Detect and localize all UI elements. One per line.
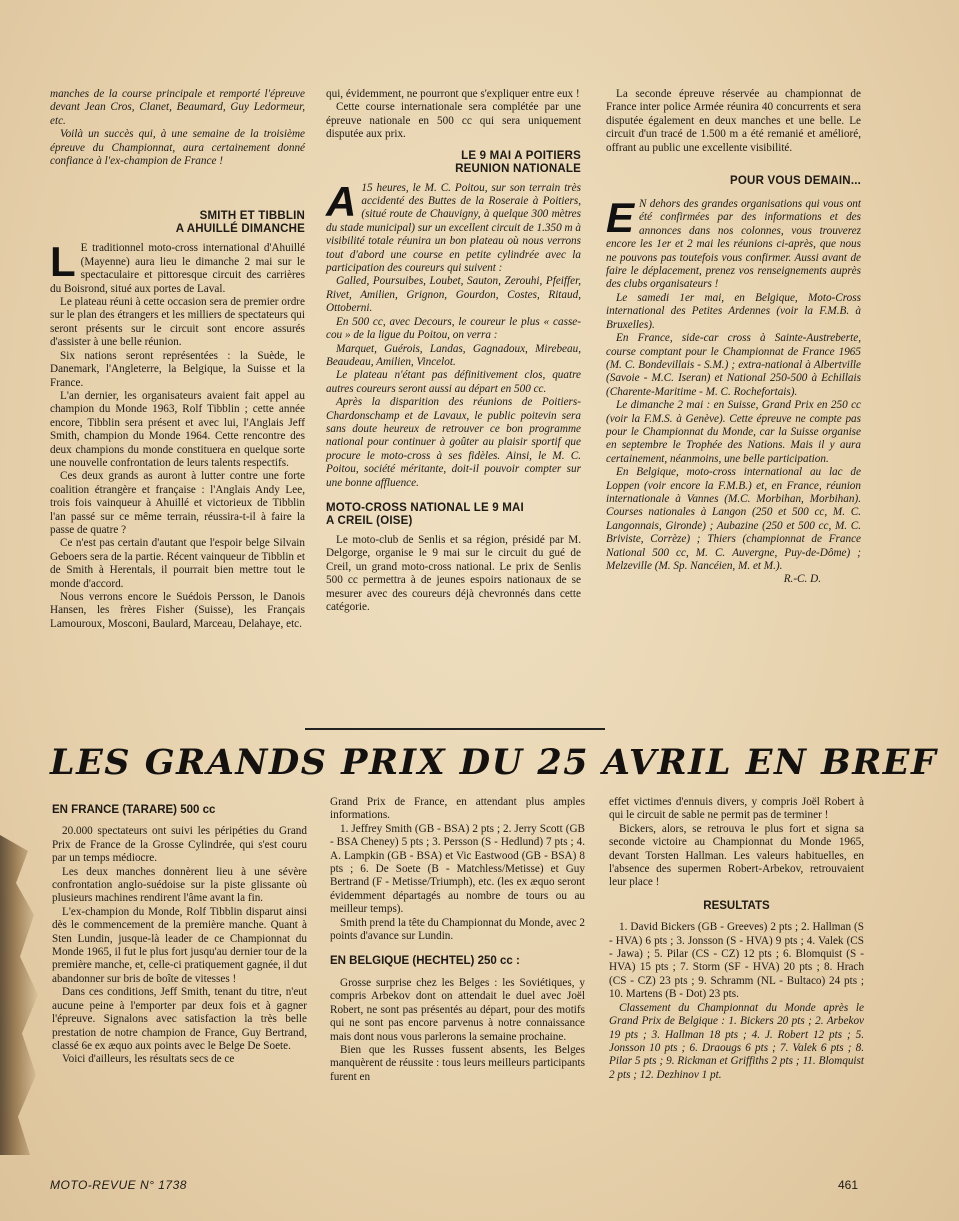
divider-rule	[305, 728, 605, 730]
paragraph: Le dimanche 2 mai : en Suisse, Grand Prix en 250 cc (voir la F.M.S. à Genève). Cette épreuve ne compte pas pour le Championnat du Monde, car la Suisse organise en septembre le Trophée des Nations. Mais il y aura certainement, néanmoins, une belle participation.	[606, 399, 861, 465]
drop-cap: E	[606, 194, 635, 242]
section-heading: POUR VOUS DEMAIN...	[730, 175, 861, 188]
paragraph: Galled, Poursuibes, Loubet, Sauton, Zerouhi, Pfeiffer, Rivet, Amilien, Grignon, Gourdon, Costes, Ritaud, Ottoberni.	[326, 275, 581, 315]
section-heading: SMITH ET TIBBLIN A AHUILLÉ DIMANCHE	[175, 210, 305, 236]
bottom-column-3	[609, 796, 864, 1082]
paragraph: En France, side-car cross à Sainte-Austreberte, course comptant pour le Championnat de France 1965 (M. C. Bondevillais - S.M.) ; extra-national à Albertville (Savoie - M.C. Iseran) et National 250-500 à Echillais (Charente-Maritime - M. C. Rochefortais).	[606, 332, 861, 398]
section-heading: LE 9 MAI A POITIERS REUNION NATIONALE	[455, 149, 581, 175]
paragraph: Nous verrons encore le Suédois Persson, le Danois Hansen, les frères Fisher (Suisse), les Français Lamouroux, Mosconi, Baulard, Marceau, Delahaye, etc.	[50, 591, 305, 630]
paragraph: effet victimes d'ennuis divers, y compris Joël Robert à qui le circuit de sable ne permit pas de terminer !	[609, 796, 864, 822]
page-number: 461	[838, 1178, 859, 1192]
paragraph: Ce n'est pas certain d'autant que l'espoir belge Silvain Geboers sera de la partie. Récent vainqueur de Tibblin et de Smith à Herentals, il pourrait bien mettre tout le monde d'accord.	[50, 537, 305, 590]
section-heading: EN BELGIQUE (HECHTEL) 250 cc :	[330, 955, 520, 968]
paragraph: 1. Jeffrey Smith (GB - BSA) 2 pts ; 2. Jerry Scott (GB - BSA Cheney) 5 pts ; 3. Persson (S - Hedlund) 7 pts ; 4. A. Lampkin (GB - BSA) et Vic Eastwood (GB - BSA) 8 pts ; 6. De Soete (B - Matchless/Metisse) et Guy Bertrand (F - Metisse/Triumph), etc. (les ex æquo seront évidemment départagés au nombre de tours ou au meilleur temps).	[330, 822, 585, 916]
top-column-1	[50, 88, 305, 631]
paragraph: E N dehors des grandes organisations qui vous ont été confirmées par des informations et des annonces dans nos colonnes, vous trouverez encore les 1er et 2 mai les réunions ci-après, que nous ne pouvons pas toutefois vous confirmer. Aussi avant de faire le déplacement, prenez vos renseignements auprès des clubs organisateurs !	[606, 194, 861, 291]
results-list: 1. David Bickers (GB - Greeves) 2 pts ; 2. Hallman (S - HVA) 6 pts ; 3. Jonsson (S - HVA) 9 pts ; 4. Valek (CS - Jawa) ; 5. Pilar (CS - CZ) 12 pts ; 6. Blomquist (S - HVA) 15 pts ; 7. Storm (SF - HVA) 20 pts ; 8. Hrach (CS - CZ) 23 pts ; 9. Schramm (NL - Bultaco) 24 pts ; 10. Martens (B - Dot) 23 pts.	[609, 921, 864, 1001]
paragraph: En Belgique, moto-cross international au lac de Loppen (voir encore la F.M.B.) et, en France, réunion internationale à Vannes (M.C. Morbihan, Morbihan). Courses nationales à Langon (250 et 500 cc, M. C. Langonnais, Gironde) ; Aubazine (250 et 500 cc, M. C. Briviste, Corrèze) ; Thiers (championnat de France National 500 cc, M. C. Auvergne, Puy-de-Dôme) ; Melzeville (M. Sp. Nancéien, M. et M.).	[606, 466, 861, 572]
top-column-2	[326, 88, 581, 614]
championship-standings: Classement du Championnat du Monde après le Grand Prix de Belgique : 1. Bickers 20 pts ; 2. Arbekov 19 pts ; 3. Hallman 18 pts ; 4. J. Robert 12 pts ; 5. Jonsson 10 pts ; 6. Draougs 6 pts ; 7. Valek 6 pts ; 8. Pilar 5 pts ; 9. Rickman et Griffiths 2 pts ; 11. Blomquist 2 pts ; 12. Dezhinov 1 pt.	[609, 1001, 864, 1081]
drop-cap: L	[50, 238, 76, 286]
paragraph: Smith prend la tête du Championnat du Monde, avec 2 points d'avance sur Lundin.	[330, 916, 585, 943]
bottom-column-1	[52, 800, 307, 1067]
paragraph: En 500 cc, avec Decours, le coureur le plus « casse-cou » de la ligue du Poitou, on verra :	[326, 315, 581, 342]
paragraph: Le moto-club de Senlis et sa région, présidé par M. Delgorge, organise le 9 mai sur le circuit du gué de Creil, un grand moto-cross national. Le prix de Senlis 500 cc permettra à de jeunes espoirs nationaux de se mesurer avec des coureurs déjà chevronnés dans cette catégorie.	[326, 533, 581, 613]
magazine-issue: MOTO-REVUE N° 1738	[50, 1178, 187, 1192]
paragraph: 20.000 spectateurs ont suivi les péripéties du Grand Prix de France de la Grosse Cylindrée, qui s'est couru par un temps médiocre.	[52, 825, 307, 865]
paragraph: L'ex-champion du Monde, Rolf Tibblin disparut ainsi dès le commencement de la première manche. Quant à Sten Lundin, jusque-là leader de ce Championnat du Monde 1965, il fut le plus fort jusqu'au dernier tour de la première manche, et, celle-ci pratiquement gagnée, il dut abandonner sur bris de boîte de vitesses !	[52, 905, 307, 985]
paragraph: Marquet, Guérois, Landas, Gagnadoux, Mirebeau, Beaudeau, Amilien, Vincelot.	[326, 342, 581, 368]
drop-cap: A	[326, 177, 357, 225]
paragraph: Bien que les Russes fussent absents, les Belges manquèrent de réussite : tous leurs meilleurs participants furent en	[330, 1043, 585, 1083]
paragraph: La seconde épreuve réservée au championnat de France inter police Armée réunira 40 concurrents et sera disputée également en deux manches et une belle. Le circuit d'un tracé de 1.500 m a été remanié et amélioré, offrant au public une excellente visibilité.	[606, 88, 861, 154]
paragraph: Grosse surprise chez les Belges : les Soviétiques, y compris Arbekov dont on attendait le duel avec Joël Robert, ne sont pas présentés au départ, pour des motifs qui ne sont pas encore parvenus à notre connaissance mais dont nous vous parlerons la semaine prochaine.	[330, 976, 585, 1043]
top-column-3	[606, 88, 861, 587]
torn-edge	[0, 835, 40, 1155]
paragraph: Ces deux grands as auront à lutter contre une forte coalition étrangère et française : l'Anglais Andy Lee, trois fois vainqueur à Ahuillé et victorieux de Tibblin l'an passé sur ce même terrain, réussira-t-il à faire la passe de quatre ?	[50, 470, 305, 536]
paragraph: Voilà un succès qui, à une semaine de la troisième épreuve du Championnat, aura certainement donné confiance à l'ex-champion de France !	[50, 128, 305, 168]
paragraph: A 15 heures, le M. C. Poitou, sur son terrain très accidenté des Buttes de la Roseraie à Poitiers, (situé route de Chauvigny, à quelque 300 mètres du stade municipal) sur un excellent circuit de 1.350 m à visibilité totale réunira un bon plateau où nous verrons tout d'abord une course en petite cylindrée avec la participation des coureurs qui suivent :	[326, 177, 581, 275]
paragraph: L'an dernier, les organisateurs avaient fait appel au champion du Monde 1963, Rolf Tibblin ; cette année encore, Tibblin sera présent et avec lui, l'Anglais Jeff Smith, champion du Monde 1964. Cette rencontre des deux champions du monde constituera en quelque sorte une nouvelle confrontation de leurs talents respectifs.	[50, 389, 305, 469]
paragraph: Le samedi 1er mai, en Belgique, Moto-Cross international des Petites Ardennes (voir la F.M.B. à Bruxelles).	[606, 291, 861, 331]
paragraph: Le plateau réuni à cette occasion sera de premier ordre sur le plan des étrangers et les milliers de spectateurs qui seront présents sur le circuit sont encore assurés d'assister à une belle réunion.	[50, 296, 305, 349]
page-title: LES GRANDS PRIX DU 25 AVRIL EN BREF	[50, 742, 938, 783]
paragraph: Grand Prix de France, en attendant plus amples informations.	[330, 796, 585, 822]
paragraph: qui, évidemment, ne pourront que s'expliquer entre eux !	[326, 88, 580, 100]
section-heading: EN FRANCE (TARARE) 500 cc	[52, 804, 216, 816]
paragraph: Après la disparition des réunions de Poitiers-Chardonschamp et de Lavaux, le public poitevin sera sans doute heureux de retrouver ce bon programme national pour continuer à goûter au plaisir sportif que procure le moto-cross à ses fidèles. Ainsi, le M. C. Poitou, société méritante, doit-il pouvoir compter sur une bonne affluence.	[326, 396, 581, 489]
author-signature: R.-C. D.	[783, 573, 821, 586]
paragraph: Voici d'ailleurs, les résultats secs de ce	[62, 1053, 235, 1066]
results-heading: RESULTATS	[703, 899, 770, 912]
paragraph: Dans ces conditions, Jeff Smith, tenant du titre, n'eut aucune peine à l'emporter par deux fois et à gagner l'épreuve. Signalons avec satisfaction la très belle prestation de notre champion de France, Guy Bertrand, classé 6e ex æquo aux points avec le Belge De Soete.	[52, 986, 307, 1052]
paragraph: Bickers, alors, se retrouva le plus fort et signa sa seconde victoire au Championnat du Monde 1965, devant Torsten Hallman. Les valeurs habituelles, en l'absence des supermen Robert-Arbekov, retrouvaient leur place !	[609, 822, 864, 889]
paragraph: manches de la course principale et remporté l'épreuve devant Jean Cros, Clanet, Beaumard, Guy Ledormeur, etc.	[50, 88, 305, 127]
bottom-column-2	[330, 796, 585, 1084]
paragraph: L E traditionnel moto-cross international d'Ahuillé (Mayenne) aura lieu le dimanche 2 mai sur le spectaculaire et pittoresque circuit des carrières du Boisrond, situé aux portes de Laval.	[50, 238, 305, 295]
paragraph: Six nations seront représentées : la Suède, le Danemark, l'Angleterre, la Belgique, la Suisse et la France.	[50, 349, 305, 389]
paragraph: Les deux manches donnèrent lieu à une sévère confrontation anglo-suédoise sur la piste glissante où plusieurs machines rendirent l'âme avant la fin.	[52, 865, 307, 905]
paragraph: Cette course internationale sera complétée par une épreuve nationale en 500 cc qui sera uniquement disputée aux prix.	[326, 101, 581, 141]
section-heading: MOTO-CROSS NATIONAL LE 9 MAI A CREIL (OISE)	[326, 501, 524, 527]
paragraph: Le plateau n'étant pas définitivement clos, quatre autres coureurs seront aussi au départ en 500 cc.	[326, 369, 581, 395]
